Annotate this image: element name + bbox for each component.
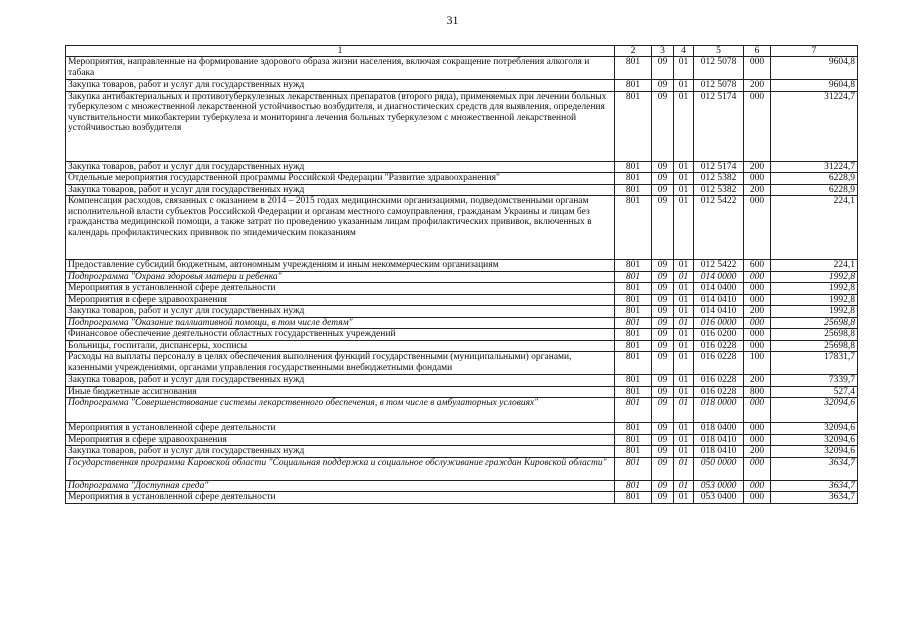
row-section-code: 09 — [652, 173, 674, 185]
row-name: Финансовое обеспечение деятельности областных государственных учреждений — [66, 329, 615, 341]
row-expense-type-code: 000 — [744, 294, 771, 306]
header-col-4: 4 — [674, 46, 694, 57]
row-name: Мероприятия в сфере здравоохранения — [66, 294, 615, 306]
row-amount: 3634,7 — [771, 480, 858, 492]
row-ministry-code: 801 — [615, 173, 652, 185]
row-section-code: 09 — [652, 386, 674, 398]
page-number: 31 — [446, 13, 459, 27]
row-section-code: 09 — [652, 317, 674, 329]
row-expense-type-code: 000 — [744, 91, 771, 161]
row-section-code: 09 — [652, 398, 674, 423]
row-name: Компенсация расходов, связанных с оказанием в 2014 – 2015 годах медицинскими организациями, подведомственными органам исполнительной власти субъектов Российской Федерации и органам местного самоуправления, гражданам Украины и лицам без гражданства медицинской помощи, а также затрат по проведению указанным лицам профилактических прививок, включенных в календарь профилактических прививок по эпидемическим показаниям — [66, 196, 615, 260]
row-amount: 32094,6 — [771, 423, 858, 435]
row-expense-type-code: 200 — [744, 161, 771, 173]
row-expense-type-code: 000 — [744, 271, 771, 283]
header-col-5: 5 — [694, 46, 744, 57]
header-col-2: 2 — [615, 46, 652, 57]
header-col-7: 7 — [771, 46, 858, 57]
table-row — [66, 91, 858, 161]
row-target-code: 012 5382 — [694, 184, 744, 196]
row-section-code: 09 — [652, 352, 674, 375]
row-expense-type-code: 000 — [744, 340, 771, 352]
row-amount: 527,4 — [771, 386, 858, 398]
row-expense-type-code: 200 — [744, 375, 771, 387]
row-amount: 3634,7 — [771, 492, 858, 504]
row-subsection-code: 01 — [674, 398, 694, 423]
row-section-code: 09 — [652, 91, 674, 161]
table-row — [66, 271, 858, 283]
header-row — [66, 46, 858, 57]
table-row — [66, 386, 858, 398]
row-name: Больницы, госпитали, диспансеры, хосписы — [66, 340, 615, 352]
row-name: Закупка товаров, работ и услуг для государственных нужд — [66, 446, 615, 458]
row-section-code: 09 — [652, 294, 674, 306]
table-row — [66, 398, 858, 423]
row-target-code: 012 5078 — [694, 80, 744, 92]
row-expense-type-code: 800 — [744, 386, 771, 398]
row-expense-type-code: 200 — [744, 184, 771, 196]
row-amount: 1992,8 — [771, 306, 858, 318]
row-target-code: 014 0000 — [694, 271, 744, 283]
row-name: Закупка антибактериальных и противотуберкулезных лекарственных препаратов (второго ряда), применяемых при лечении больных туберкулезом с множественной лекарственной устойчивостью возбудителя, и диагностических средств для выявления, определения чувствительности микобактерии туберкулеза и мониторинга лечения больных туберкулезом с множественной лекарственной устойчивостью возбудителя — [66, 91, 615, 161]
row-name: Закупка товаров, работ и услуг для государственных нужд — [66, 306, 615, 318]
row-subsection-code: 01 — [674, 161, 694, 173]
row-section-code: 09 — [652, 306, 674, 318]
row-target-code: 018 0410 — [694, 434, 744, 446]
row-ministry-code: 801 — [615, 352, 652, 375]
row-name: Подпрограмма "Доступная среда" — [66, 480, 615, 492]
row-target-code: 016 0200 — [694, 329, 744, 341]
row-target-code: 012 5174 — [694, 91, 744, 161]
table-row — [66, 329, 858, 341]
table-row — [66, 196, 858, 260]
row-subsection-code: 01 — [674, 294, 694, 306]
row-expense-type-code: 000 — [744, 457, 771, 480]
row-amount: 3634,7 — [771, 457, 858, 480]
row-amount: 31224,7 — [771, 91, 858, 161]
row-amount: 1992,8 — [771, 283, 858, 295]
row-ministry-code: 801 — [615, 386, 652, 398]
row-ministry-code: 801 — [615, 423, 652, 435]
row-name: Закупка товаров, работ и услуг для государственных нужд — [66, 375, 615, 387]
header-col-3: 3 — [652, 46, 674, 57]
row-section-code: 09 — [652, 329, 674, 341]
row-section-code: 09 — [652, 57, 674, 80]
row-ministry-code: 801 — [615, 306, 652, 318]
budget-table — [65, 45, 858, 504]
row-name: Отдельные мероприятия государственной программы Российской Федерации "Развитие здравоохранения" — [66, 173, 615, 185]
row-name: Иные бюджетные ассигнования — [66, 386, 615, 398]
row-ministry-code: 801 — [615, 434, 652, 446]
table-row — [66, 446, 858, 458]
row-subsection-code: 01 — [674, 173, 694, 185]
header-col-1: 1 — [66, 46, 615, 57]
table-body — [66, 57, 858, 504]
row-ministry-code: 801 — [615, 329, 652, 341]
row-subsection-code: 01 — [674, 434, 694, 446]
row-name: Мероприятия в установленной сфере деятельности — [66, 492, 615, 504]
row-expense-type-code: 600 — [744, 260, 771, 272]
row-target-code: 018 0410 — [694, 446, 744, 458]
row-ministry-code: 801 — [615, 260, 652, 272]
row-target-code: 016 0228 — [694, 375, 744, 387]
row-subsection-code: 01 — [674, 352, 694, 375]
row-expense-type-code: 200 — [744, 446, 771, 458]
row-ministry-code: 801 — [615, 294, 652, 306]
row-name: Предоставление субсидий бюджетным, автономным учреждениям и иным некоммерческим организациям — [66, 260, 615, 272]
row-target-code: 016 0228 — [694, 352, 744, 375]
row-target-code: 016 0228 — [694, 340, 744, 352]
row-ministry-code: 801 — [615, 57, 652, 80]
row-section-code: 09 — [652, 492, 674, 504]
row-subsection-code: 01 — [674, 386, 694, 398]
table-row — [66, 283, 858, 295]
row-section-code: 09 — [652, 161, 674, 173]
row-ministry-code: 801 — [615, 283, 652, 295]
row-name: Мероприятия, направленные на формирование здорового образа жизни населения, включая сокращение потребления алкоголя и табака — [66, 57, 615, 80]
row-target-code: 012 5078 — [694, 57, 744, 80]
table-row — [66, 317, 858, 329]
row-target-code: 053 0000 — [694, 480, 744, 492]
row-amount: 6228,9 — [771, 184, 858, 196]
row-expense-type-code: 000 — [744, 283, 771, 295]
row-expense-type-code: 100 — [744, 352, 771, 375]
row-subsection-code: 01 — [674, 457, 694, 480]
row-target-code: 012 5174 — [694, 161, 744, 173]
row-subsection-code: 01 — [674, 184, 694, 196]
row-ministry-code: 801 — [615, 91, 652, 161]
row-amount: 1992,8 — [771, 294, 858, 306]
row-name: Подпрограмма "Совершенствование системы лекарственного обеспечения, в том числе в амбулаторных условиях" — [66, 398, 615, 423]
row-subsection-code: 01 — [674, 480, 694, 492]
row-target-code: 012 5422 — [694, 260, 744, 272]
row-target-code: 016 0000 — [694, 317, 744, 329]
row-name: Закупка товаров, работ и услуг для государственных нужд — [66, 161, 615, 173]
row-ministry-code: 801 — [615, 480, 652, 492]
table-row — [66, 352, 858, 375]
table-row — [66, 492, 858, 504]
row-section-code: 09 — [652, 423, 674, 435]
row-section-code: 09 — [652, 340, 674, 352]
row-target-code: 050 0000 — [694, 457, 744, 480]
row-section-code: 09 — [652, 283, 674, 295]
row-amount: 32094,6 — [771, 446, 858, 458]
row-ministry-code: 801 — [615, 398, 652, 423]
row-section-code: 09 — [652, 80, 674, 92]
table-row — [66, 161, 858, 173]
row-amount: 25698,8 — [771, 340, 858, 352]
row-section-code: 09 — [652, 457, 674, 480]
row-target-code: 012 5382 — [694, 173, 744, 185]
row-ministry-code: 801 — [615, 184, 652, 196]
row-expense-type-code: 000 — [744, 492, 771, 504]
row-target-code: 014 0410 — [694, 294, 744, 306]
row-subsection-code: 01 — [674, 91, 694, 161]
row-expense-type-code: 200 — [744, 80, 771, 92]
row-ministry-code: 801 — [615, 161, 652, 173]
row-expense-type-code: 000 — [744, 173, 771, 185]
row-name: Государственная программа Кировской области "Социальная поддержка и социальное обслуживание граждан Кировской области" — [66, 457, 615, 480]
table-row — [66, 306, 858, 318]
row-expense-type-code: 000 — [744, 480, 771, 492]
row-subsection-code: 01 — [674, 80, 694, 92]
row-amount: 6228,9 — [771, 173, 858, 185]
row-subsection-code: 01 — [674, 283, 694, 295]
header-col-6: 6 — [744, 46, 771, 57]
row-amount: 32094,6 — [771, 434, 858, 446]
row-subsection-code: 01 — [674, 260, 694, 272]
row-ministry-code: 801 — [615, 196, 652, 260]
row-section-code: 09 — [652, 260, 674, 272]
row-subsection-code: 01 — [674, 492, 694, 504]
row-target-code: 012 5422 — [694, 196, 744, 260]
row-expense-type-code: 200 — [744, 306, 771, 318]
row-subsection-code: 01 — [674, 423, 694, 435]
row-subsection-code: 01 — [674, 57, 694, 80]
row-ministry-code: 801 — [615, 80, 652, 92]
row-name: Расходы на выплаты персоналу в целях обеспечения выполнения функций государственными (муниципальными) органами, казенными учреждениями, органами управления государственными внебюджетными фондами — [66, 352, 615, 375]
row-target-code: 018 0000 — [694, 398, 744, 423]
table-row — [66, 375, 858, 387]
row-expense-type-code: 000 — [744, 423, 771, 435]
row-section-code: 09 — [652, 271, 674, 283]
row-subsection-code: 01 — [674, 446, 694, 458]
row-section-code: 09 — [652, 184, 674, 196]
row-expense-type-code: 000 — [744, 434, 771, 446]
row-amount: 224,1 — [771, 196, 858, 260]
table-row — [66, 340, 858, 352]
table-row — [66, 184, 858, 196]
row-ministry-code: 801 — [615, 317, 652, 329]
row-expense-type-code: 000 — [744, 196, 771, 260]
row-ministry-code: 801 — [615, 457, 652, 480]
row-name: Мероприятия в установленной сфере деятельности — [66, 283, 615, 295]
row-subsection-code: 01 — [674, 271, 694, 283]
row-section-code: 09 — [652, 480, 674, 492]
row-target-code: 053 0400 — [694, 492, 744, 504]
row-expense-type-code: 000 — [744, 317, 771, 329]
row-subsection-code: 01 — [674, 317, 694, 329]
row-amount: 1992,8 — [771, 271, 858, 283]
row-expense-type-code: 000 — [744, 57, 771, 80]
row-target-code: 016 0228 — [694, 386, 744, 398]
row-subsection-code: 01 — [674, 306, 694, 318]
table-row — [66, 434, 858, 446]
row-target-code: 014 0400 — [694, 283, 744, 295]
table-row — [66, 480, 858, 492]
row-subsection-code: 01 — [674, 329, 694, 341]
table-row — [66, 457, 858, 480]
table-row — [66, 57, 858, 80]
row-amount: 7339,7 — [771, 375, 858, 387]
table-row — [66, 173, 858, 185]
row-amount: 25698,8 — [771, 317, 858, 329]
row-amount: 32094,6 — [771, 398, 858, 423]
row-target-code: 014 0410 — [694, 306, 744, 318]
table-row — [66, 294, 858, 306]
row-ministry-code: 801 — [615, 492, 652, 504]
row-amount: 9604,8 — [771, 80, 858, 92]
row-subsection-code: 01 — [674, 375, 694, 387]
row-ministry-code: 801 — [615, 340, 652, 352]
row-name: Закупка товаров, работ и услуг для государственных нужд — [66, 80, 615, 92]
row-ministry-code: 801 — [615, 271, 652, 283]
row-amount: 17831,7 — [771, 352, 858, 375]
row-subsection-code: 01 — [674, 196, 694, 260]
row-name: Подпрограмма "Охрана здоровья матери и ребенка" — [66, 271, 615, 283]
row-expense-type-code: 000 — [744, 329, 771, 341]
table-row — [66, 423, 858, 435]
row-section-code: 09 — [652, 375, 674, 387]
row-amount: 9604,8 — [771, 57, 858, 80]
row-expense-type-code: 000 — [744, 398, 771, 423]
row-ministry-code: 801 — [615, 446, 652, 458]
table-header — [66, 46, 858, 57]
row-name: Мероприятия в сфере здравоохранения — [66, 434, 615, 446]
row-section-code: 09 — [652, 434, 674, 446]
row-name: Подпрограмма "Оказание паллиативной помощи, в том числе детям" — [66, 317, 615, 329]
row-amount: 224,1 — [771, 260, 858, 272]
row-subsection-code: 01 — [674, 340, 694, 352]
table-row — [66, 80, 858, 92]
row-section-code: 09 — [652, 196, 674, 260]
row-amount: 31224,7 — [771, 161, 858, 173]
row-target-code: 018 0400 — [694, 423, 744, 435]
row-ministry-code: 801 — [615, 375, 652, 387]
table-row — [66, 260, 858, 272]
row-name: Закупка товаров, работ и услуг для государственных нужд — [66, 184, 615, 196]
row-section-code: 09 — [652, 446, 674, 458]
row-name: Мероприятия в установленной сфере деятельности — [66, 423, 615, 435]
row-amount: 25698,8 — [771, 329, 858, 341]
